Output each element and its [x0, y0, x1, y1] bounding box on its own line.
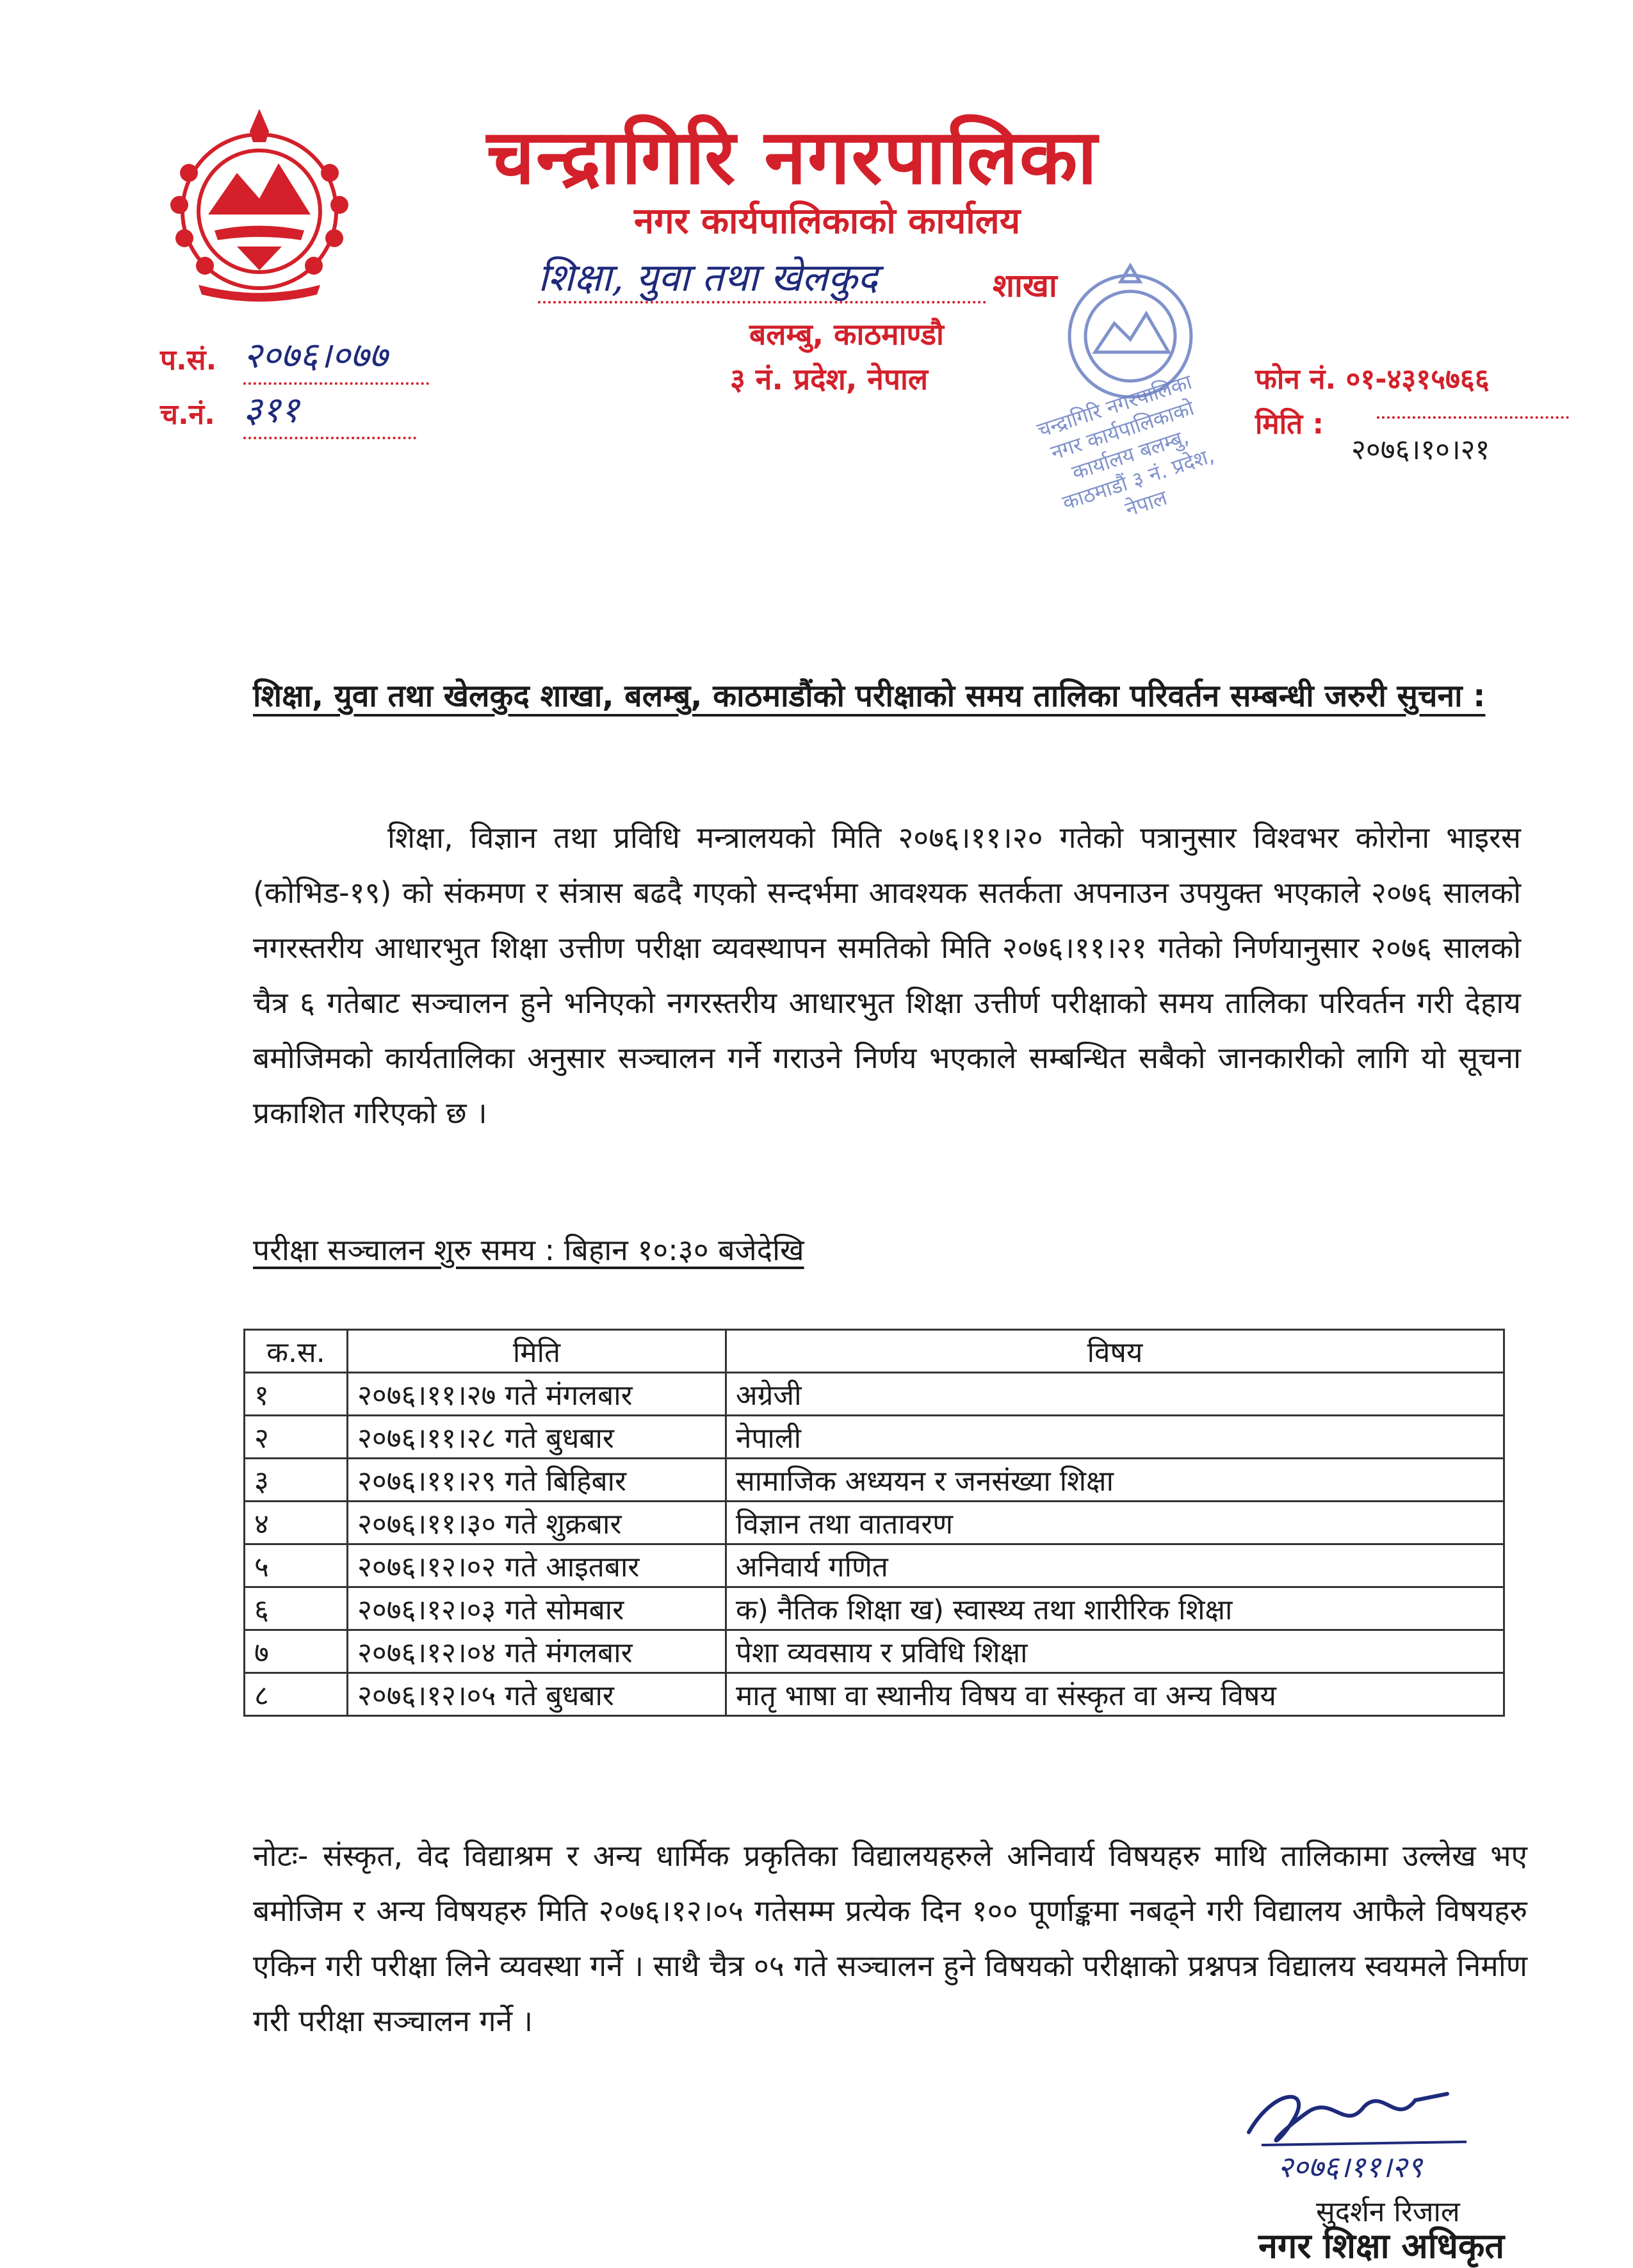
notice-title: शिक्षा, युवा तथा खेलकुद शाखा, बलम्बु, काठमाडौंको परीक्षाको समय तालिका परिवर्तन सम्बन्धी जरुरी सुचना : [253, 678, 1486, 714]
signature-date: २०७६।११।२९ [1278, 2150, 1423, 2184]
table-row [245, 1544, 1504, 1587]
date-cell: २०७६।१२।०५ गते बुधबार [348, 1673, 726, 1716]
col-subject-header: विषय [726, 1330, 1504, 1373]
subject-cell: पेशा व्यवसाय र प्रविधि शिक्षा [726, 1630, 1504, 1673]
date-cell: २०७६।१२।०४ गते मंगलबार [348, 1630, 726, 1673]
exam-schedule-table [243, 1329, 1505, 1717]
col-date-header: मिति [348, 1330, 726, 1373]
col-serial-header: क.स. [245, 1330, 348, 1373]
exam-start-time: परीक्षा सञ्चालन शुरु समय : बिहान १०:३० बजेदेखि [253, 1233, 804, 1267]
issue-date: २०७६।१०।२१ [1351, 433, 1490, 466]
subject-cell: अग्रेजी [726, 1373, 1504, 1416]
serial-cell: ७ [245, 1630, 348, 1673]
date-cell: २०७६।१२।०२ गते आइतबार [348, 1544, 726, 1587]
subject-cell: क) नैतिक शिक्षा ख) स्वास्थ्य तथा शारीरिक शिक्षा [726, 1587, 1504, 1630]
branch-field [538, 256, 1050, 307]
dispatch-label: च.नं. [160, 398, 215, 431]
signer-title: नगर शिक्षा अधिकृत [1258, 2226, 1505, 2266]
date-cell: २०७६।११।२७ गते मंगलबार [348, 1373, 726, 1416]
note-paragraph: नोटः- संस्कृत, वेद विद्याश्रम र अन्य धार्मिक प्रकृतिका विद्यालयहरुले अनिवार्य विषयहरु माथि तालिकामा उल्लेख भए बमोजिम र अन्य विषयहरु मिति २०७६।१२।०५ गतेसम्म प्रत्येक दिन १०० पूर्णाङ्कमा नबढ्ने गरी विद्यालय आफैले विषयहरु एकिन गरी परीक्षा लिने व्यवस्था गर्ने । साथै चैत्र ०५ गते सञ्चालन हुने विषयको परीक्षाको प्रश्नपत्र विद्यालय स्वयमले निर्माण गरी परीक्षा सञ्चालन गर्ने । [253, 1838, 1527, 2038]
dispatch-number: ३११ [243, 384, 416, 439]
branch-handwritten: शिक्षा, युवा तथा खेलकुद [538, 255, 878, 300]
subject-cell: विज्ञान तथा वातावरण [726, 1502, 1504, 1544]
subject-cell: नेपाली [726, 1416, 1504, 1459]
serial-cell: १ [245, 1373, 348, 1416]
table-row [245, 1587, 1504, 1630]
table-row [245, 1459, 1504, 1502]
date-cell: २०७६।११।२८ गते बुधबार [348, 1416, 726, 1459]
branch-dotted-line [538, 301, 986, 304]
table-row [245, 1416, 1504, 1459]
date-label: मिति : [1255, 408, 1324, 441]
nepal-emblem-icon [154, 102, 365, 307]
reference-number: २०७६।०७७ [243, 330, 429, 385]
serial-cell: ३ [245, 1459, 348, 1502]
table-row [245, 1673, 1504, 1716]
branch-label: शाखा [993, 267, 1057, 304]
office-subtitle: नगर कार्यपालिकाको कार्यालय [634, 200, 1021, 242]
official-stamp [1025, 263, 1236, 522]
notice-body: शिक्षा, विज्ञान तथा प्रविधि मन्त्रालयको मिति २०७६।११।२० गतेको पत्रानुसार विश्वभर कोरोना भाइरस (कोभिड-१९) को संकमण र संत्रास बढदै गएको सन्दर्भमा आवश्यक सतर्कता अपनाउन उपयुक्त भएकाले २०७६ सालको नगरस्तरीय आधारभुत शिक्षा उत्तीण परीक्षा व्यवस्थापन समतिको मिति २०७६।११।२१ गतेको निर्णयानुसार २०७६ सालको चैत्र ६ गतेबाट सञ्चालन हुने भनिएको नगरस्तरीय आधारभुत शिक्षा उत्तीर्ण परीक्षाको समय तालिका परिवर्तन गरी देहाय बमोजिमको कार्यतालिका अनुसार सञ्चालन गर्ने गराउने निर्णय भएकाले सम्बन्धित सबैको जानकारीको लागि यो सूचना प्रकाशित गरिएको छ । [253, 820, 1521, 1130]
date-cell: २०७६।१२।०३ गते सोमबार [348, 1587, 726, 1630]
subject-cell: सामाजिक अध्ययन र जनसंख्या शिक्षा [726, 1459, 1504, 1502]
stamp-text: चन्द्रागिरि नगरपालिका नगर कार्यपालिकाको कार्यालय बलम्बु, काठमाडौं ३ नं. प्रदेश, नेपाल [1034, 369, 1217, 522]
serial-cell: ५ [245, 1544, 348, 1587]
subject-cell: अनिवार्य गणित [726, 1544, 1504, 1587]
serial-cell: २ [245, 1416, 348, 1459]
date-cell: २०७६।११।३० गते शुक्रबार [348, 1502, 726, 1544]
date-cell: २०७६।११।२९ गते बिहिबार [348, 1459, 726, 1502]
date-dotted-line [1377, 416, 1569, 419]
serial-cell: ६ [245, 1587, 348, 1630]
table-header-row [245, 1330, 1504, 1373]
table-row [245, 1373, 1504, 1416]
serial-cell: ४ [245, 1502, 348, 1544]
address-line-2: ३ नं. प्रदेश, नेपाल [730, 362, 929, 396]
subject-cell: मातृ भाषा वा स्थानीय विषय वा संस्कृत वा अन्य विषय [726, 1673, 1504, 1716]
serial-cell: ८ [245, 1673, 348, 1716]
handwritten-signature [1236, 2075, 1492, 2158]
table-row [245, 1630, 1504, 1673]
municipality-title: चन्द्रागिरि नगरपालिका [487, 113, 1099, 201]
reference-label: प.सं. [160, 344, 217, 377]
phone-number: फोन नं. ०१-४३१५७६६ [1255, 363, 1490, 396]
table-row [245, 1502, 1504, 1544]
address-line-1: बलम्बु, काठमाण्डौ [749, 317, 944, 352]
signer-name: सुदर्शन रिजाल [1316, 2196, 1460, 2228]
